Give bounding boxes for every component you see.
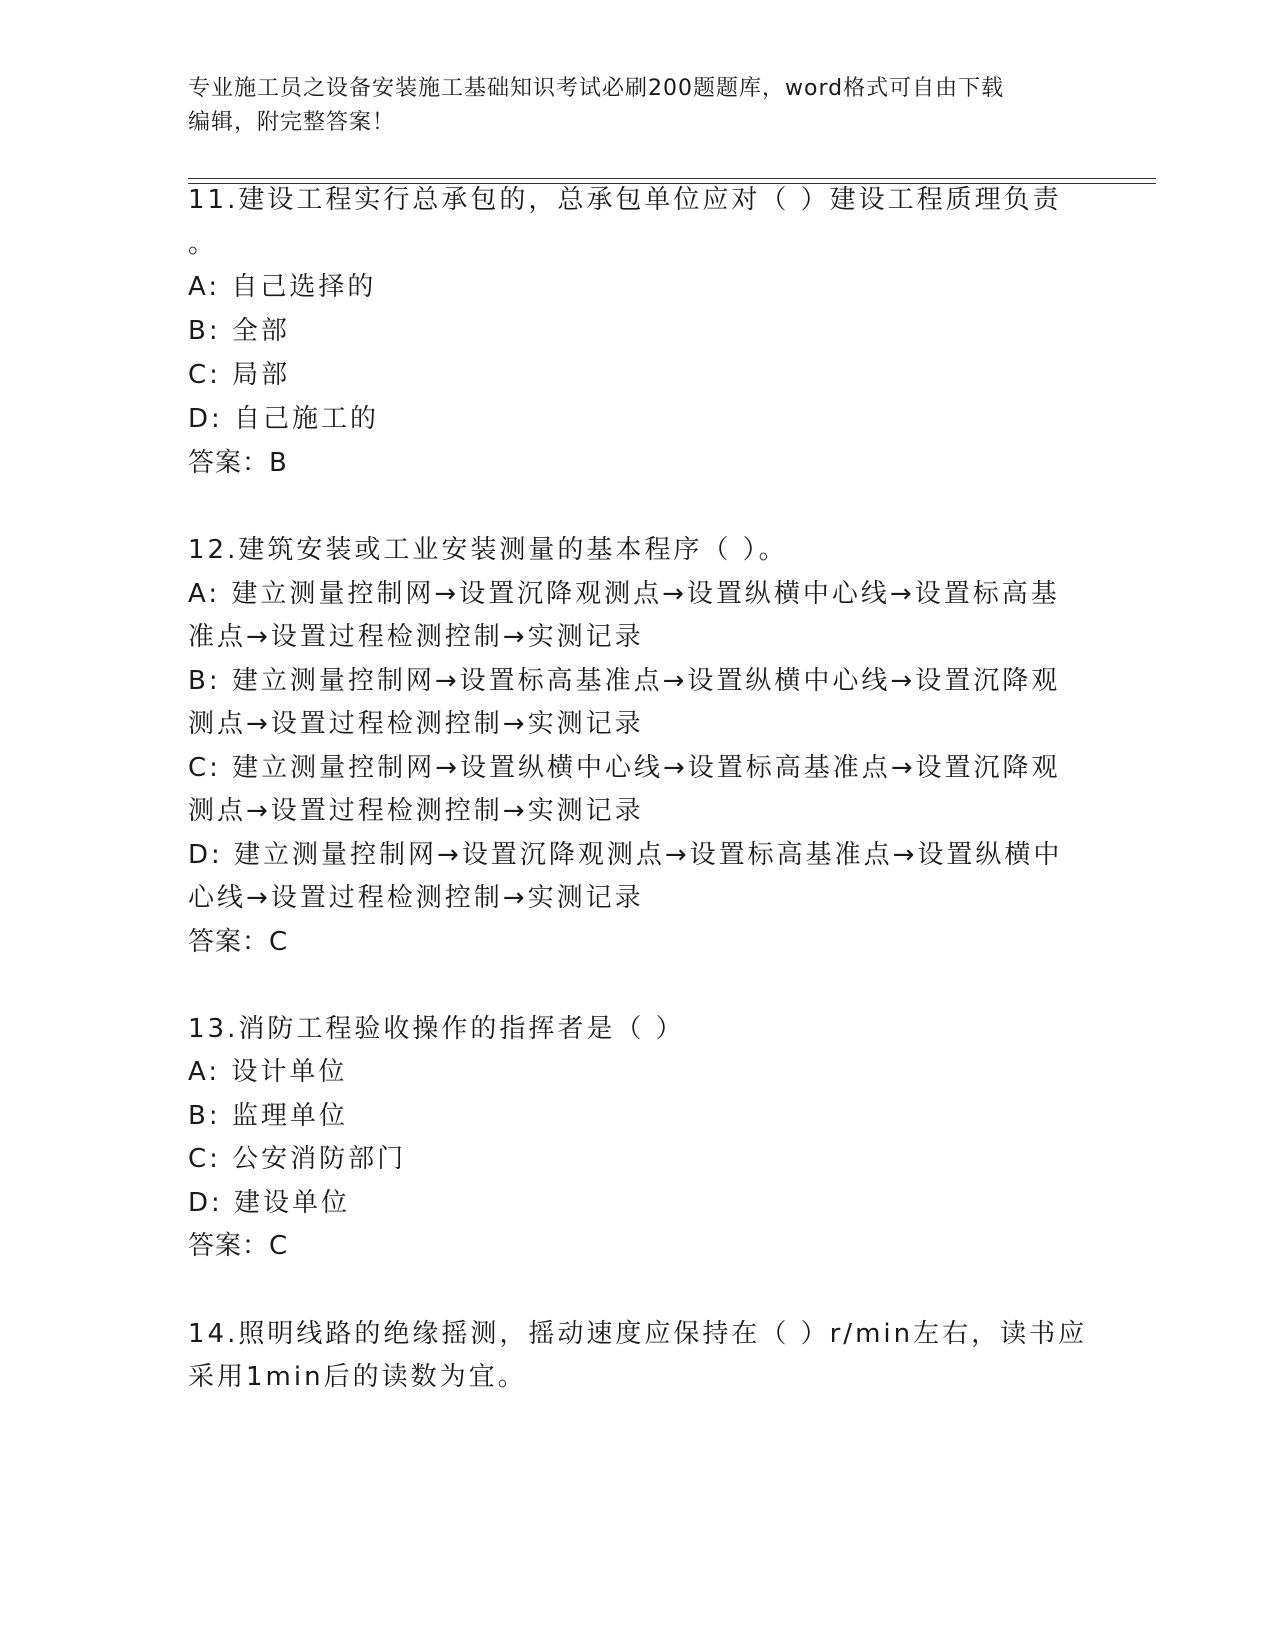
question-13-option-c: C: 公安消防部门 [188, 1144, 407, 1174]
document-header [188, 72, 1068, 140]
question-12-option-d-cont: 心线→设置过程检测控制→实测记录 [188, 883, 644, 913]
question-13-answer: 答案：C [188, 1231, 289, 1261]
question-12-option-a: A: 建立测量控制网→设置沉降观测点→设置纵横中心线→设置标高基 [188, 579, 1060, 609]
question-13-text: 13.消防工程验收操作的指挥者是（ ） [188, 1014, 685, 1044]
header-line-1: 专业施工员之设备安装施工基础知识考试必刷200题题库，word格式可自由下载 [188, 76, 1005, 101]
question-13-option-b: B: 监理单位 [188, 1101, 348, 1131]
question-11-text-cont: 。 [188, 229, 218, 259]
question-14-text: 14.照明线路的绝缘摇测，摇动速度应保持在（ ）r/min左右，读书应 [188, 1319, 1088, 1349]
question-11-option-b: B: 全部 [188, 316, 290, 346]
question-11-text: 11.建设工程实行总承包的，总承包单位应对（ ）建设工程质理负责 [188, 185, 1062, 215]
question-12-option-a-cont: 准点→设置过程检测控制→实测记录 [188, 622, 644, 652]
question-12-option-c-cont: 测点→设置过程检测控制→实测记录 [188, 796, 644, 826]
question-12-option-b-cont: 测点→设置过程检测控制→实测记录 [188, 709, 644, 739]
question-11-option-c: C: 局部 [188, 360, 291, 390]
question-13-option-a: A: 设计单位 [188, 1057, 348, 1087]
question-12-option-c: C: 建立测量控制网→设置纵横中心线→设置标高基准点→设置沉降观 [188, 753, 1061, 783]
question-14-text-cont: 采用1min后的读数为宜。 [188, 1362, 527, 1392]
question-11-answer: 答案：B [188, 448, 288, 478]
question-12-option-d: D: 建立测量控制网→设置沉降观测点→设置标高基准点→设置纵横中 [188, 840, 1063, 870]
header-line-2: 编辑，附完整答案！ [188, 110, 396, 135]
question-11-option-d: D: 自己施工的 [188, 404, 380, 434]
question-11-option-a: A: 自己选择的 [188, 272, 377, 302]
question-12-answer: 答案：C [188, 927, 289, 957]
question-12-text: 12.建筑安装或工业安装测量的基本程序（ ）。 [188, 535, 788, 565]
question-13-option-d: D: 建设单位 [188, 1188, 351, 1218]
header-divider [188, 178, 1156, 179]
question-12-option-b: B: 建立测量控制网→设置标高基准点→设置纵横中心线→设置沉降观 [188, 666, 1061, 696]
